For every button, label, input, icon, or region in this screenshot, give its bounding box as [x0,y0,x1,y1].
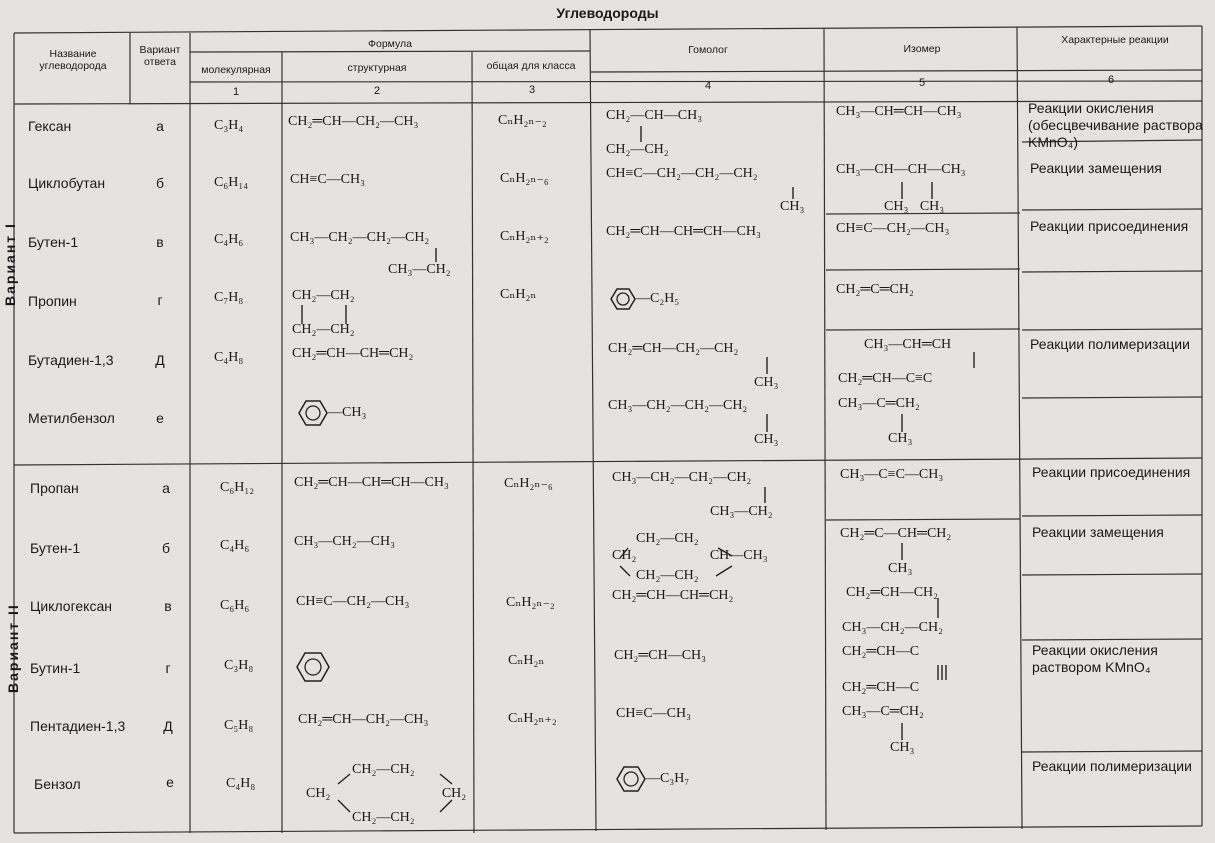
row-2-name: Циклобутан [28,175,106,191]
row-8-reaction: Реакции замещения [1032,524,1164,540]
row-5-molecular: C₄H₈ [214,350,244,365]
row-4-structural: CH₂—CH₂ [292,288,355,303]
row-12-homolog [616,766,689,792]
row-12-homolog-substituent: —C₃H₇ [646,771,690,787]
header-variant: Вариант ответа [139,44,181,68]
row-8-isomer: CH₂═C—CH═CH₂ [840,526,952,541]
row-10-homolog-a: CH₂═CH—CH₃ [614,648,707,663]
benzene-ring-icon [616,766,646,792]
row-7-molecular: C₆H₁₂ [220,480,255,495]
row-3-reaction: Реакции присоединения [1030,218,1189,234]
row-3-isomer: CH≡C—CH₂—CH₃ [836,221,950,236]
row-6-homolog-b: CH₃ [754,432,779,447]
row-8-homolog-c: CH₂—CH₂ [636,568,699,583]
row-7-isomer: CH₃—C≡C—CH₃ [840,467,944,482]
row-8-molecular: C₄H₆ [220,538,250,553]
row-11-molecular: C₅H₈ [224,718,254,733]
row-12-structural-c: CH₂—CH₂ [352,810,415,825]
row-5-isomer: CH₃—CH═CH [864,337,952,352]
row-5-homolog-b: CH₃ [754,375,779,390]
col-number-4: 4 [704,80,712,92]
row-9-molecular: C₆H₆ [220,598,250,613]
row-11-letter: Д [163,718,173,734]
row-5-homolog-a: CH₂═CH—CH₂—CH₂ [608,341,739,356]
row-3-homolog-a: CH₂═CH—CH═CH—CH₃ [606,224,761,239]
row-5-letter: Д [155,352,165,368]
col-number-6: 6 [1107,74,1115,86]
header-name: Название углеводорода [39,48,107,72]
row-8-homolog-a: CH₂—CH₂ [636,531,699,546]
row-12-structural-a: CH₂—CH₂ [352,762,415,777]
row-10-molecular: C₃H₈ [224,658,254,673]
row-9-homolog-a: CH₂═CH—CH═CH₂ [612,588,734,603]
row-10-general: CₙH₂ₙ [508,653,545,668]
row-7-homolog-a: CH₃—CH₂—CH₂—CH₂ [612,470,752,485]
row-8-homolog-b: CH₂ CH—CH₃ [612,548,768,563]
row-11-general: CₙH₂ₙ₊₂ [508,711,557,726]
row-4-molecular: C₇H₈ [214,290,244,305]
row-2-letter: б [155,175,165,191]
row-3-structural-b: CH₃—CH₂ [388,262,451,277]
row-10-letter: г [165,660,171,676]
row-3-structural: CH₃—CH₂—CH₂—CH₂ [290,230,430,245]
row-12-reaction: Реакции полимеризации [1032,758,1192,774]
row-11-isomer: CH₃—C═CH₂ [842,704,924,719]
row-4-letter: г [157,292,163,308]
col-number-2: 2 [373,85,381,97]
row-4-structural-b: CH₂—CH₂ [292,322,355,337]
benzene-ring-icon [610,288,636,310]
row-12-structural-b: CH₂ CH₂ [306,786,467,801]
header-structural: структурная [347,62,407,74]
page-title: Углеводороды [556,5,659,21]
row-12-molecular: C₄H₈ [226,776,256,791]
row-10-reaction: Реакции окисления раствором KMnO₄ [1032,642,1158,675]
row-9-isomer: CH₂═CH—CH₂ [846,585,939,600]
row-5-reaction: Реакции полимеризации [1030,336,1190,352]
row-7-structural: CH₂═CH—CH═CH—CH₃ [294,475,449,490]
row-4-name: Пропин [28,293,77,309]
header-homolog: Гомолог [688,44,728,56]
row-7-homolog-b: CH₃—CH₂ [710,504,773,519]
row-9-name: Циклогексан [30,598,112,614]
row-6-structural [298,400,366,426]
row-5-isomer-b: CH₂═CH—C≡C [838,371,933,386]
row-4-isomer: CH₂═C═CH₂ [836,282,914,297]
row-6-isomer: CH₃—C═CH₂ [838,396,920,411]
row-8-isomer-b: CH₃ [888,561,913,576]
row-1-name: Гексан [28,118,72,134]
row-5-name: Бутадиен-1,3 [28,352,114,368]
row-6-structural-substituent: —CH₃ [328,405,367,421]
row-2-homolog-b: CH₃ [780,199,805,214]
row-1-homolog-a: CH₂—CH—CH₃ [606,108,703,123]
row-6-homolog-a: CH₃—CH₂—CH₂—CH₂ [608,398,748,413]
row-7-reaction: Реакции присоединения [1032,464,1191,480]
header-isomer: Изомер [903,43,941,55]
row-3-letter: в [156,234,164,250]
row-10-structural [296,652,330,682]
row-1-letter: а [156,118,164,134]
row-4-homolog [610,288,679,310]
row-8-name: Бутен-1 [30,540,81,556]
row-7-letter: а [162,480,170,496]
row-1-isomer: CH₃—CH═CH—CH₃ [836,104,962,119]
header-reactions: Характерные реакции [1061,34,1169,46]
row-2-isomer: CH₃—CH—CH—CH₃ [836,162,966,177]
row-12-name: Бензол [34,776,81,792]
row-9-isomer-b: CH₃—CH₂—CH₂ [842,620,943,635]
row-2-structural: CH≡C—CH₃ [290,172,366,187]
row-1-homolog-b: CH₂—CH₂ [606,142,669,157]
row-9-letter: в [164,598,172,614]
row-10-isomer: CH₂═CH—C [842,644,920,659]
row-1-molecular: C₃H₄ [214,118,244,133]
row-11-isomer-b: CH₃ [890,740,915,755]
row-2-molecular: C₆H₁₄ [214,175,249,190]
row-3-general: CₙH₂ₙ₊₂ [500,229,549,244]
row-4-homolog-substituent: —C₂H₅ [636,291,680,307]
row-10-name: Бутин-1 [30,660,81,676]
row-5-structural: CH₂═CH—CH═CH₂ [292,346,414,361]
header-molecular: молекулярная [201,64,271,76]
row-9-general: CₙH₂ₙ₋₂ [506,595,555,610]
row-2-isomer-b: CH₃ CH₃ [884,199,945,214]
col-number-5: 5 [918,77,926,89]
row-6-letter: е [156,410,164,426]
row-11-name: Пентадиен-1,3 [30,718,126,734]
row-8-letter: б [161,540,171,556]
row-11-structural: CH₂═CH—CH₂—CH₃ [298,712,429,727]
row-9-structural: CH≡C—CH₂—CH₃ [296,594,410,609]
row-6-isomer-b: CH₃ [888,431,913,446]
row-2-general: CₙH₂ₙ₋₆ [500,171,549,186]
row-12-letter: е [166,774,174,790]
row-4-general: CₙH₂ₙ [500,287,537,302]
row-1-general: CₙH₂ₙ₋₂ [498,113,547,128]
row-7-name: Пропан [30,480,79,496]
col-number-3: 3 [528,84,536,96]
row-2-reaction: Реакции замещения [1030,160,1162,176]
row-10-isomer-b: CH₂═CH—C [842,680,920,695]
row-6-name: Метилбензол [28,410,115,426]
header-general: общая для класса [486,60,576,72]
row-2-homolog-a: CH≡C—CH₂—CH₂—CH₂ [606,166,758,181]
row-7-general: CₙH₂ₙ₋₆ [504,476,553,491]
col-number-1: 1 [232,86,240,98]
variant-label-2: Вариант II [5,603,21,693]
row-3-name: Бутен-1 [28,234,79,250]
header-formula: Формула [368,38,412,50]
row-1-reaction: Реакции окисления (обесцвечивание раствора KMnO₄) [1028,100,1203,150]
row-8-structural: CH₃—CH₂—CH₃ [294,534,395,549]
benzene-ring-icon [298,400,328,426]
benzene-ring-icon [296,652,330,682]
row-11-homolog-a: CH≡C—CH₃ [616,706,692,721]
row-1-structural: CH₂═CH—CH₂—CH₃ [288,114,419,129]
variant-label-1: Вариант I [2,222,18,306]
row-3-molecular: C₄H₆ [214,232,244,247]
